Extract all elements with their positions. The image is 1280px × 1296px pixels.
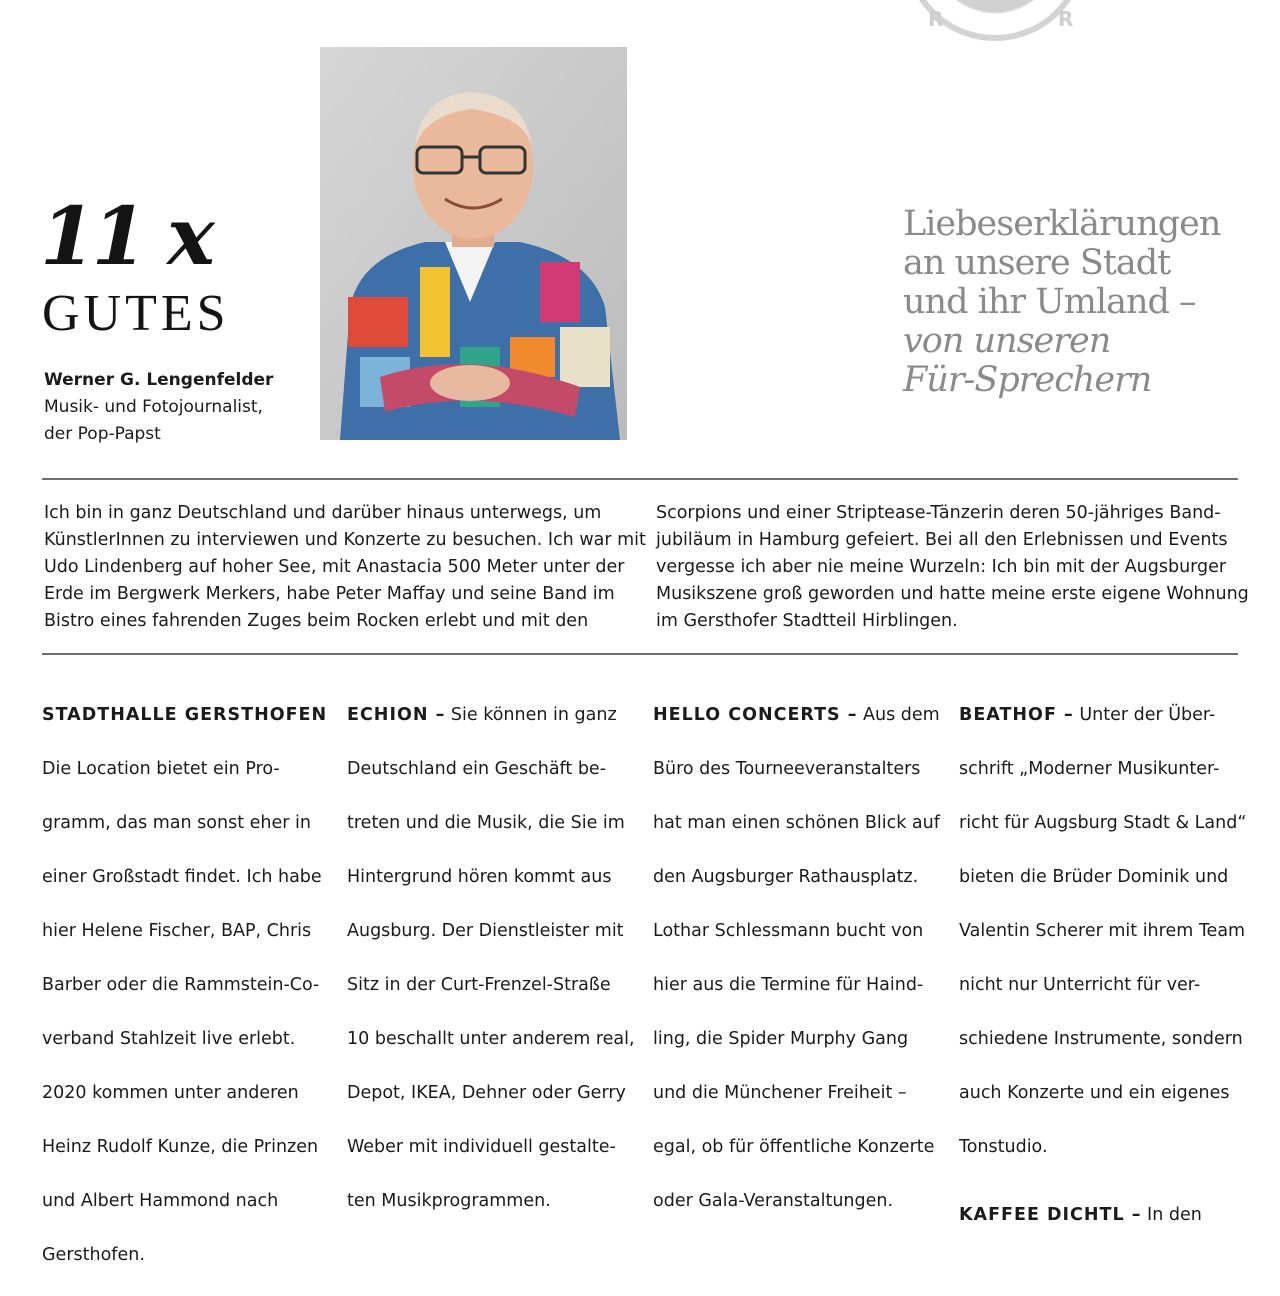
column-line: hier Helene Fischer, BAP, Chris: [42, 921, 312, 941]
column-line: Barber oder die Rammstein-Co-: [42, 975, 320, 995]
column-line: richt für Augsburg Stadt & Land“: [959, 813, 1247, 833]
column-echion: [347, 675, 635, 1242]
column-beathof: [959, 675, 1247, 1256]
divider-middle: [42, 653, 1238, 655]
svg-text:R: R: [1058, 7, 1074, 31]
column-line: Deutschland ein Geschäft be-: [347, 759, 607, 779]
heading-title: GUTES: [42, 285, 230, 342]
column-line: bieten die Brüder Dominik und: [959, 867, 1229, 887]
heading-number: 11 x: [40, 189, 211, 283]
intro-line: Erde im Bergwerk Merkers, habe Peter Maffay und seine Band im: [44, 584, 615, 604]
svg-text:R: R: [928, 7, 944, 31]
intro-left: [44, 500, 644, 635]
column-heading: BEATHOF –: [959, 705, 1074, 725]
intro-line: Ich bin in ganz Deutschland und darüber hinaus unterwegs, um: [44, 503, 602, 523]
column-line: Aus dem: [857, 705, 940, 725]
column-line: und die Münchener Freiheit –: [653, 1083, 907, 1103]
column-heading: STADTHALLE GERSTHOFEN: [42, 705, 328, 725]
column-line: treten und die Musik, die Sie im: [347, 813, 625, 833]
intro-line: Udo Lindenberg auf hoher See, mit Anastacia 500 Meter unter der: [44, 557, 625, 577]
column-line: hier aus die Termine für Haind-: [653, 975, 924, 995]
column-line: Sitz in der Curt-Frenzel-Straße: [347, 975, 611, 995]
author-role: Musik- und Fotojournalist,: [44, 397, 263, 417]
column-line: gramm, das man sonst eher in: [42, 813, 311, 833]
column-line: Depot, IKEA, Dehner oder Gerry: [347, 1083, 626, 1103]
quote-line: Liebeserklärungen: [903, 204, 1221, 244]
intro-line: KünstlerInnen zu interviewen und Konzerte zu besuchen. Ich war mit: [44, 530, 646, 550]
column-heading: ECHION –: [347, 705, 446, 725]
column-line: Unter der Über-: [1073, 705, 1216, 725]
stamp-seal: [900, 0, 1100, 50]
column-heading-next: KAFFEE DICHTL –: [959, 1205, 1142, 1225]
column-line: schrift „Moderner Musikunter-: [959, 759, 1220, 779]
column-stadthalle: [42, 675, 327, 1296]
column-line: hat man einen schönen Blick auf: [653, 813, 940, 833]
author-info: [44, 367, 304, 448]
quote-line: Für-Sprechern: [903, 360, 1152, 400]
portrait-photo: [320, 47, 627, 440]
column-line: auch Konzerte und ein eigenes: [959, 1083, 1230, 1103]
divider-top: [42, 478, 1238, 480]
column-line: Büro des Tourneeveranstalters: [653, 759, 921, 779]
author-role-2: der Pop-Papst: [44, 424, 161, 444]
intro-line: Musikszene groß geworden und hatte meine erste eigene Wohnung: [656, 584, 1249, 604]
column-line: Gersthofen.: [42, 1245, 145, 1265]
intro-right: [656, 500, 1256, 635]
intro-line: vergesse ich aber nie meine Wurzeln: Ich bin mit der Augsburger: [656, 557, 1227, 577]
pull-quote: [903, 205, 1263, 400]
column-line: Hintergrund hören kommt aus: [347, 867, 612, 887]
column-heading: HELLO CONCERTS –: [653, 705, 858, 725]
column-line: ten Musikprogrammen.: [347, 1191, 551, 1211]
intro-line: jubiläum in Hamburg gefeiert. Bei all den Erlebnissen und Events: [656, 530, 1228, 550]
column-line: 10 beschallt unter anderem real,: [347, 1029, 635, 1049]
column-line: den Augsburger Rathausplatz.: [653, 867, 919, 887]
column-line: oder Gala-Veranstaltungen.: [653, 1191, 894, 1211]
column-line: Augsburg. Der Dienstleister mit: [347, 921, 624, 941]
quote-line: an unsere Stadt: [903, 243, 1171, 283]
column-line: Heinz Rudolf Kunze, die Prinzen: [42, 1137, 319, 1157]
column-line: ling, die Spider Murphy Gang: [653, 1029, 909, 1049]
column-hello-concerts: [653, 675, 938, 1242]
column-line: 2020 kommen unter anderen: [42, 1083, 299, 1103]
column-line: Die Location bietet ein Pro-: [42, 759, 280, 779]
intro-line: im Gersthofer Stadtteil Hirblingen.: [656, 611, 958, 631]
column-line: In den: [1141, 1205, 1202, 1225]
column-line: egal, ob für öffentliche Konzerte: [653, 1137, 935, 1157]
column-line: Weber mit individuell gestalte-: [347, 1137, 616, 1157]
column-line: verband Stahlzeit live erlebt.: [42, 1029, 296, 1049]
column-line: Lothar Schlessmann bucht von: [653, 921, 924, 941]
intro-line: Scorpions und einer Striptease-Tänzerin deren 50-jähriges Band-: [656, 503, 1221, 523]
author-name: Werner G. Lengenfelder: [44, 370, 274, 390]
column-line: Tonstudio.: [959, 1137, 1048, 1157]
column-line: Sie können in ganz: [445, 705, 617, 725]
column-line: nicht nur Unterricht für ver-: [959, 975, 1201, 995]
quote-line: und ihr Umland –: [903, 282, 1196, 322]
column-line: und Albert Hammond nach: [42, 1191, 279, 1211]
intro-line: Bistro eines fahrenden Zuges beim Rocken erlebt und mit den: [44, 611, 589, 631]
column-line: Valentin Scherer mit ihrem Team: [959, 921, 1246, 941]
column-line: einer Großstadt findet. Ich habe: [42, 867, 322, 887]
column-line: schiedene Instrumente, sondern: [959, 1029, 1243, 1049]
quote-line: von unseren: [903, 321, 1111, 361]
